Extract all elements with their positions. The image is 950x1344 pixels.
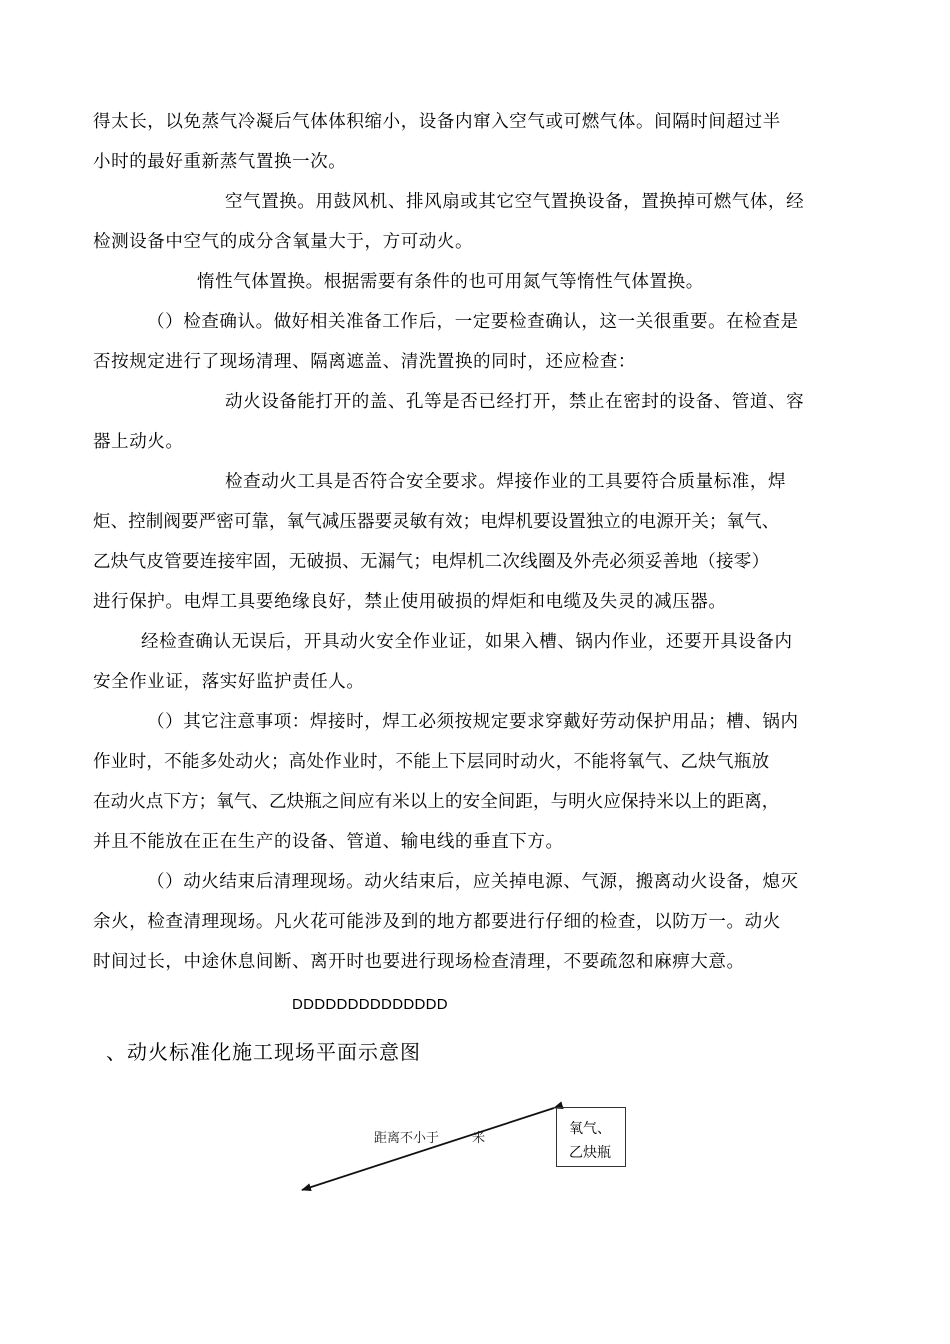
text-line: 并且不能放在正在生产的设备、管道、输电线的垂直下方。 <box>93 832 564 852</box>
distance-label: 距离不小于 <box>374 1131 440 1146</box>
text-line: （）其它注意事项：焊接时，焊工必须按规定要求穿戴好劳动保护用品；槽、锅内 <box>147 712 799 732</box>
distance-arrow <box>302 1108 554 1190</box>
text-line: 进行保护。电焊工具要绝缘良好，禁止使用破损的焊炬和电缆及失灵的减压器。 <box>93 592 727 612</box>
text-line: 作业时，不能多处动火；高处作业时，不能上下层同时动火，不能将氧气、乙炔气瓶放 <box>93 752 770 772</box>
text-line: 空气置换。用鼓风机、排风扇或其它空气置换设备，置换掉可燃气体，经 <box>225 192 805 212</box>
text-line: （）动火结束后清理现场。动火结束后，应关掉电源、气源，搬离动火设备，熄灭 <box>147 872 799 892</box>
text-line: 余火，检查清理现场。凡火花可能涉及到的地方都要进行仔细的检查，以防万一。动火 <box>93 912 781 932</box>
text-line: 经检查确认无误后，开具动火安全作业证，如果入槽、锅内作业，还要开具设备内 <box>141 632 793 652</box>
text-line: 检查动火工具是否符合安全要求。焊接作业的工具要符合质量标准，焊 <box>225 472 787 492</box>
marker-text: DDDDDDDDDDDDDD <box>292 996 448 1013</box>
text-line: 安全作业证，落实好监护责任人。 <box>93 672 365 692</box>
text-line: 炬、控制阀要严密可靠，氧气减压器要灵敏有效；电焊机要设置独立的电源开关；氧气、 <box>93 512 780 532</box>
text-line: 否按规定进行了现场清理、隔离遮盖、清洗置换的同时，还应检查： <box>93 352 636 372</box>
box-label-line2: 乙炔瓶 <box>569 1145 611 1161</box>
text-line: 动火设备能打开的盖、孔等是否已经打开，禁止在密封的设备、管道、容 <box>225 392 805 412</box>
text-line: 惰性气体置换。根据需要有条件的也可用氮气等惰性气体置换。 <box>197 272 704 292</box>
text-line: 检测设备中空气的成分含氧量大于，方可动火。 <box>93 232 474 252</box>
text-line: 在动火点下方；氧气、乙炔瓶之间应有米以上的安全间距，与明火应保持米以上的距离， <box>93 792 780 812</box>
text-line: 乙炔气皮管要连接牢固，无破损、无漏气；电焊机二次线圈及外壳必须妥善地（接零） <box>93 552 770 572</box>
distance-unit: 米 <box>472 1131 486 1146</box>
section-heading: 、动火标准化施工现场平面示意图 <box>106 1040 421 1064</box>
box-label-line1: 氧气、 <box>569 1121 611 1137</box>
text-line: 小时的最好重新蒸气置换一次。 <box>93 152 347 172</box>
gas-cylinder-box <box>556 1107 626 1167</box>
text-line: 得太长，以免蒸气冷凝后气体体积缩小，设备内窜入空气或可燃气体。间隔时间超过半 <box>93 112 781 132</box>
text-line: 器上动火。 <box>93 432 184 452</box>
text-line: 时间过长，中途休息间断、离开时也要进行现场检查清理，不要疏忽和麻痹大意。 <box>93 952 745 972</box>
text-line: （）检查确认。做好相关准备工作后，一定要检查确认，这一关很重要。在检查是 <box>147 312 799 332</box>
